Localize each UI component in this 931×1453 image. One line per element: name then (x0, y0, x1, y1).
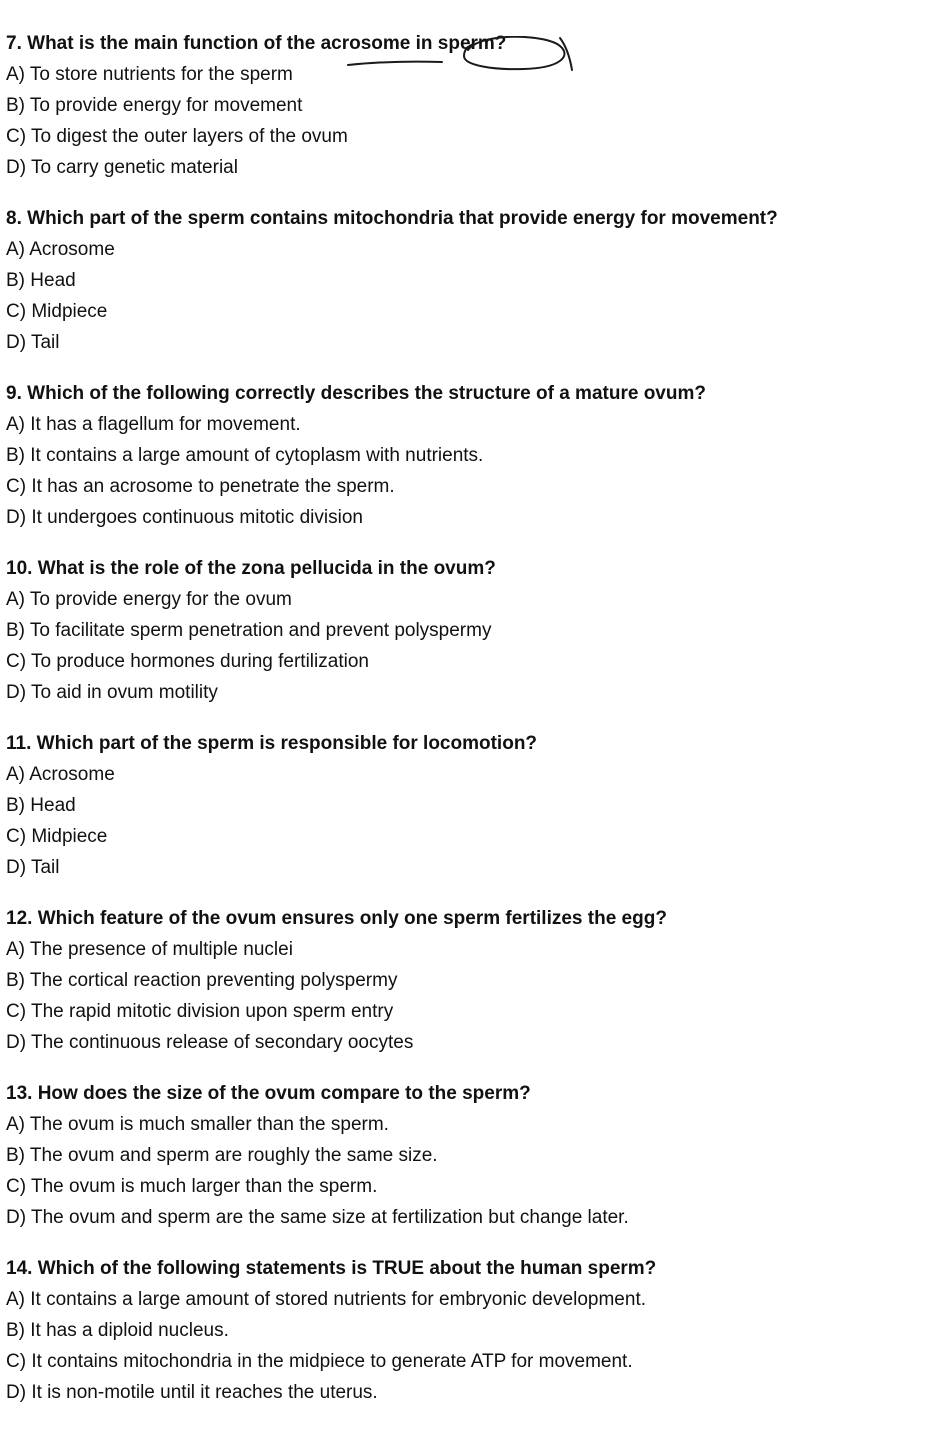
question-text: What is the main function of the acrosome in sperm? (27, 33, 507, 54)
option-d: D) To aid in ovum motility (6, 682, 218, 703)
option-b: B) To facilitate sperm penetration and prevent polyspermy (6, 620, 492, 641)
question-text: Which part of the sperm is responsible for locomotion? (36, 733, 538, 754)
question-text: What is the role of the zona pellucida in the ovum? (37, 558, 496, 579)
question-title (6, 728, 926, 759)
option-d: D) Tail (6, 332, 60, 353)
option-d: D) The ovum and sperm are the same size at fertilization but change later. (6, 1207, 629, 1228)
option-c: C) It has an acrosome to penetrate the sperm. (6, 476, 395, 497)
option-d: D) The continuous release of secondary oocytes (6, 1032, 414, 1053)
question-number: 14. (6, 1258, 33, 1279)
option-b: B) Head (6, 270, 76, 291)
question-number: 11. (6, 733, 32, 754)
question-title (6, 1078, 926, 1109)
option-b: B) It contains a large amount of cytoplasm with nutrients. (6, 445, 484, 466)
question-14 (6, 1253, 926, 1408)
option-a: A) To provide energy for the ovum (6, 589, 292, 610)
question-number: 10. (6, 558, 33, 579)
option-a: A) It has a flagellum for movement. (6, 414, 301, 435)
option-c: C) To digest the outer layers of the ovum (6, 126, 348, 147)
question-number: 13. (6, 1083, 33, 1104)
option-c: C) Midpiece (6, 826, 108, 847)
question-text: Which part of the sperm contains mitochondria that provide energy for movement? (27, 208, 778, 229)
question-title (6, 378, 926, 409)
option-c: C) Midpiece (6, 301, 108, 322)
question-number: 7. (6, 33, 22, 54)
option-b: B) Head (6, 795, 76, 816)
question-title (6, 903, 926, 934)
question-13 (6, 1078, 926, 1233)
option-b: B) The cortical reaction preventing polyspermy (6, 970, 398, 991)
option-d: D) To carry genetic material (6, 157, 238, 178)
question-title (6, 1253, 926, 1284)
question-text: Which feature of the ovum ensures only one sperm fertilizes the egg? (37, 908, 667, 929)
question-number: 8. (6, 208, 22, 229)
question-title (6, 203, 926, 234)
option-b: B) The ovum and sperm are roughly the same size. (6, 1145, 438, 1166)
option-d: D) It is non-motile until it reaches the uterus. (6, 1382, 378, 1403)
option-a: A) The ovum is much smaller than the sperm. (6, 1114, 389, 1135)
question-9 (6, 378, 926, 533)
question-title (6, 553, 926, 584)
option-c: C) The rapid mitotic division upon sperm entry (6, 1001, 394, 1022)
option-c: C) To produce hormones during fertilization (6, 651, 369, 672)
question-11 (6, 728, 926, 883)
question-number: 9. (6, 383, 22, 404)
question-document (6, 28, 926, 1428)
option-a: A) It contains a large amount of stored nutrients for embryonic development. (6, 1289, 646, 1310)
option-c: C) It contains mitochondria in the midpiece to generate ATP for movement. (6, 1351, 633, 1372)
question-text: How does the size of the ovum compare to the sperm? (37, 1083, 531, 1104)
option-a: A) To store nutrients for the sperm (6, 64, 293, 85)
option-b: B) To provide energy for movement (6, 95, 303, 116)
question-text: Which of the following statements is TRUE about the human sperm? (37, 1258, 657, 1279)
question-12 (6, 903, 926, 1058)
option-a: A) The presence of multiple nuclei (6, 939, 293, 960)
question-10 (6, 553, 926, 708)
option-d: D) Tail (6, 857, 60, 878)
question-7 (6, 28, 926, 183)
question-number: 12. (6, 908, 33, 929)
option-a: A) Acrosome (6, 239, 115, 260)
question-8 (6, 203, 926, 358)
question-text: Which of the following correctly describes the structure of a mature ovum? (27, 383, 706, 404)
question-title (6, 28, 926, 59)
option-b: B) It has a diploid nucleus. (6, 1320, 229, 1341)
option-d: D) It undergoes continuous mitotic division (6, 507, 363, 528)
option-c: C) The ovum is much larger than the sperm. (6, 1176, 378, 1197)
option-a: A) Acrosome (6, 764, 115, 785)
